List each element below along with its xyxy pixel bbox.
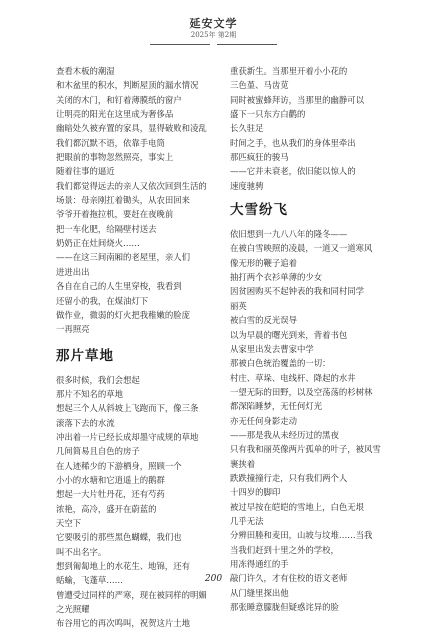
left-column [56, 64, 226, 631]
poem-line: 盛下一只东方白鹳的 [230, 109, 306, 120]
poem-line: 那被白色统治覆盖的一切： [230, 358, 331, 369]
poem-line: 同时被蜜蜂拜访，当那里的幽静可以 [230, 94, 364, 105]
poem-title: 那片草地 [56, 347, 114, 364]
poem-line: 依旧想到一九八八年的隆冬—— [230, 229, 348, 240]
poem-line: 滚落下去的水流 [56, 417, 115, 428]
poem-line: ——在这三间南厢的老屋里，亲人们 [56, 252, 190, 263]
poem-line: 敲门许久，才有住校的语文老师 [230, 573, 348, 584]
header-rule-right [217, 44, 277, 45]
poem-line: 时间之手，也从我们的身体里牵出 [230, 137, 356, 148]
poem-line: 速度驰骋 [230, 180, 264, 191]
poem-line: 各自在自己的人生里穿梭，我看到 [56, 281, 182, 292]
poem-line: 都深陷睡梦，无任何灯光 [230, 401, 323, 412]
poem-line: 把眼前的事物忽然照亮，事实上 [56, 152, 174, 163]
poem-line: 以为早晨的曙光到来，背着书包 [230, 329, 348, 340]
journal-name: 延安文学 [189, 17, 238, 30]
poem-line: 做作业，微弱的灯火把我稚嫩的脸庞 [56, 309, 190, 320]
poem-line: 因贫困购买不起钟表的我和同村同学 [230, 286, 364, 297]
poem-line: 关闭的木门，和钉着薄膜纸的窗户 [56, 94, 182, 105]
poem-line: 当我们赶到十里之外的学校， [230, 544, 339, 555]
poem-line: 分辨田塍和麦田，山坡与坟堆……当我 [230, 530, 373, 541]
poem-line: 跌跌撞撞行走，只有我们两个人 [230, 472, 348, 483]
poem-line: 叫不出名字。 [56, 546, 107, 557]
poem-line: 蛞蝓，飞蓬草…… [56, 575, 123, 586]
poem-line: 布谷用它的再次鸣叫，祝贺这片土地 [56, 618, 190, 629]
poem-line: 从门缝里探出他 [230, 587, 289, 598]
header-rule-left [150, 44, 210, 45]
poem-line: 从家里出发去曹家中学 [230, 343, 314, 354]
poem-line: 我们都觉得远去的亲人又依次回到生活的 [56, 180, 207, 191]
poem-line: 三色堇、马齿苋 [230, 80, 289, 91]
poem-line: 一再照亮 [56, 324, 90, 335]
poem-line: 那片不知名的草地 [56, 388, 123, 399]
poem-line: 想起三个人从斜坡上飞跑而下，像三条 [56, 403, 199, 414]
issue-number: 2025年 第2期 [190, 31, 237, 39]
poem-line: 之光照耀 [56, 604, 90, 615]
poem-line: 进进出出 [56, 266, 90, 277]
poem-line: 丽英 [230, 300, 247, 311]
poem-line: 亦无任何身影走动 [230, 415, 297, 426]
poem-line: 和木盆里的积水，判断屋顶的漏水情况 [56, 80, 199, 91]
poem-line: 那张睡意朦胧但疑惑诧异的脸 [230, 602, 339, 613]
poem-line: 很多时候，我们会想起 [56, 374, 140, 385]
page-number: 200 [204, 574, 223, 584]
poem-title: 大雪纷飞 [230, 202, 288, 219]
right-column [230, 64, 400, 614]
poem-line: 爷爷开着拖拉机，要赶在夜晚前 [56, 209, 174, 220]
poem-line: 被白雪的反光误导 [230, 315, 297, 326]
poem-line: ——那是我从未经历过的黑夜 [230, 429, 339, 440]
poem-line: 把一车化肥，给隔壁村送去 [56, 223, 157, 234]
poem-line: 被过早按在皑皑的雪地上，白色无垠 [230, 501, 364, 512]
poem-line: 像无形的鞭子追着 [230, 257, 297, 268]
poem-line: 幽暗处久被弃置的家具，显得破败和凌乱 [56, 123, 207, 134]
poem-line: 那匹疯狂的骏马 [230, 152, 289, 163]
poem-line: 奶奶正在灶间烧火…… [56, 238, 140, 249]
poem-line: 几间简易且自色的房子 [56, 446, 140, 457]
poem-line: 查看木板的潮湿 [56, 66, 115, 76]
poem-line: 场景：母亲刚扛着锄头，从农田回来 [56, 195, 190, 206]
poem-line: 还留小的我，在煤油灯下 [56, 295, 149, 306]
poem-line: 用冻得通红的手 [230, 559, 289, 569]
poem-line: 重获新生。当那里开着小小花的 [230, 66, 348, 76]
poem-line: 想到匍匐地上的水花生、地锦，还有 [56, 561, 190, 571]
poem-line: 村庄、草垛、电线杆、降起的水井 [230, 372, 356, 383]
poem-line: 只有我和丽英像两片孤单的叶子，被风雪 [230, 444, 381, 455]
poem-line: 一望无际的田野，以及空荡荡的杉树林 [230, 386, 373, 397]
poem-line: ——它并未衰老，依旧能以惊人的 [230, 166, 356, 177]
poem-line: 抽打两个衣衫单薄的少女 [230, 272, 323, 283]
poem-line: 几乎无法 [230, 515, 264, 526]
poem-line: 天空下 [56, 517, 82, 528]
poem-line: 在被白雪映照的凌晨，一道又一道寒风 [230, 243, 373, 254]
poem-line: 在人迹稀少的下游栖身，照顾一个 [56, 460, 182, 471]
journal-header [0, 18, 427, 40]
poem-line: 十四岁的脚印 [230, 487, 281, 498]
poem-line: 浓艳，高冷，盛开在蔚蓝的 [56, 503, 157, 514]
poem-line: 我们都沉默不语，依靠手电筒 [56, 137, 165, 148]
poem-line: 长久驻足 [230, 123, 264, 134]
poem-line: 它要吸引的那些黑色蝴蝶，我们也 [56, 532, 182, 543]
poem-line: 裹挟着 [230, 458, 256, 469]
poem-line: 随着往事的逼近 [56, 166, 115, 177]
poem-line: 冲出着一片已经长成却墨守成规的草地 [56, 431, 199, 442]
poem-line: 曾遭受过同样的严寒，现在被同样的明媚 [56, 589, 207, 600]
poem-line: 小小的水塘和它逍遥上的鹅群 [56, 474, 165, 485]
poem-line: 想起一大片牡丹花，还有芍药 [56, 489, 165, 500]
poem-line: 让明亮的阳光在这里成为奢侈品 [56, 109, 174, 120]
